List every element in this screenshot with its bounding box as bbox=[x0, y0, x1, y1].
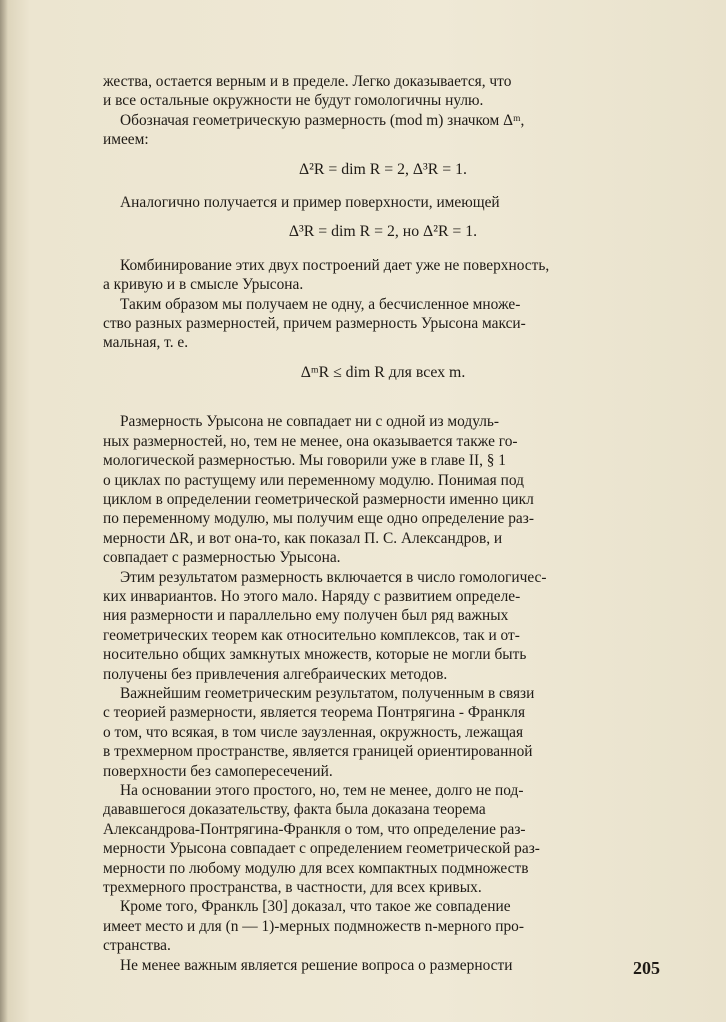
text-line: носительно общих замкнутых множеств, которые не могли быть bbox=[103, 646, 527, 664]
text-line: На основании этого простого, но, тем не менее, долго не под- bbox=[120, 782, 524, 799]
text-line: совпадает с размерностью Урысона. bbox=[103, 549, 341, 567]
text-line: а кривую и в смысле Урысона. bbox=[103, 276, 304, 294]
text-line: мальная, т. е. bbox=[103, 334, 189, 352]
text-line: Аналогично получается и пример поверхности, имеющей bbox=[120, 194, 500, 212]
text-line: мерности по любому модулю для всех компактных подмножеств bbox=[103, 859, 529, 877]
paragraph-gap bbox=[103, 396, 663, 412]
text-line: ных размерностей, но, тем не менее, она оказывается также го- bbox=[103, 432, 518, 450]
text-line: циклом в определении геометрической размерности именно цикл bbox=[103, 490, 534, 508]
text-line: имеет место и для (n — 1)-мерных подмножеств n-мерного про- bbox=[103, 917, 524, 935]
text-line: Размерность Урысона не совпадает ни с одной из модуль- bbox=[120, 413, 500, 431]
text-line: с теорией размерности, является теорема Понтрягина - Франкля bbox=[103, 704, 526, 722]
body-text bbox=[103, 72, 663, 975]
text-line: и все остальные окружности не будут гомологичны нулю. bbox=[103, 92, 484, 110]
text-line: о циклах по растущему или переменному модулю. Понимая под bbox=[103, 471, 524, 489]
text-line: ния размерности и параллельно ему получен был ряд важных bbox=[103, 607, 509, 625]
page-edge-shadow bbox=[0, 0, 8, 1022]
text-line: о том, что всякая, в том числе заузленная, окружность, лежащая bbox=[103, 723, 524, 741]
text-line: ство разных размерностей, причем размерность Урысона макси- bbox=[103, 315, 526, 333]
text-line: мологической размерностью. Мы говорили уже в главе II, § 1 bbox=[103, 452, 507, 470]
text-line: жества, остается верным и в пределе. Легко доказывается, что bbox=[103, 73, 512, 90]
text-line: мерности ΔR, и вот она-то, как показал П. С. Александров, и bbox=[103, 529, 503, 547]
formula: Δ³R = dim R = 2, но Δ²R = 1. bbox=[288, 223, 478, 241]
text-line: Важнейшим геометрическим результатом, полученным в связи bbox=[120, 684, 535, 702]
formula: Δ²R = dim R = 2, Δ³R = 1. bbox=[299, 160, 467, 178]
text-line: трехмерного пространства, в частности, для всех кривых. bbox=[103, 879, 482, 897]
formula: ΔᵐR ≤ dim R для всех m. bbox=[300, 363, 466, 381]
page-number: 205 bbox=[633, 958, 660, 978]
text-line: Александрова-Понтрягина-Франкля о том, что определение раз- bbox=[103, 820, 526, 838]
text-line: Не менее важным является решение вопроса о размерности bbox=[120, 956, 513, 974]
text-line: Комбинирование этих двух построений дает уже не поверхность, bbox=[120, 256, 550, 274]
text-line: поверхности без самопересечений. bbox=[103, 762, 333, 780]
text-line: ких инвариантов. Но этого мало. Наряду с развитием определе- bbox=[103, 587, 521, 605]
text-line: Этим результатом размерность включается в число гомологичес- bbox=[120, 568, 547, 586]
text-line: странства. bbox=[103, 937, 171, 955]
text-line: Таким образом мы получаем не одну, а бесчисленное множе- bbox=[120, 295, 521, 313]
text-line: имеем: bbox=[103, 131, 149, 149]
text-line: мерности Урысона совпадает с определением геометрической раз- bbox=[103, 840, 540, 858]
text-line: Обозначая геометрическую размерность (mod m) значком Δᵐ, bbox=[120, 111, 525, 129]
text-line: по переменному модулю, мы получим еще одно определение раз- bbox=[103, 510, 534, 528]
text-line: дававшегося доказательству, факта была доказана теорема bbox=[103, 801, 486, 819]
text-line: получены без привлечения алгебраических методов. bbox=[103, 665, 448, 683]
text-line: геометрических теорем как относительно комплексов, так и от- bbox=[103, 626, 520, 644]
text-line: в трехмерном пространстве, является границей ориентированной bbox=[103, 743, 533, 761]
text-line: Кроме того, Франкль [30] доказал, что такое же совпадение bbox=[120, 898, 511, 916]
